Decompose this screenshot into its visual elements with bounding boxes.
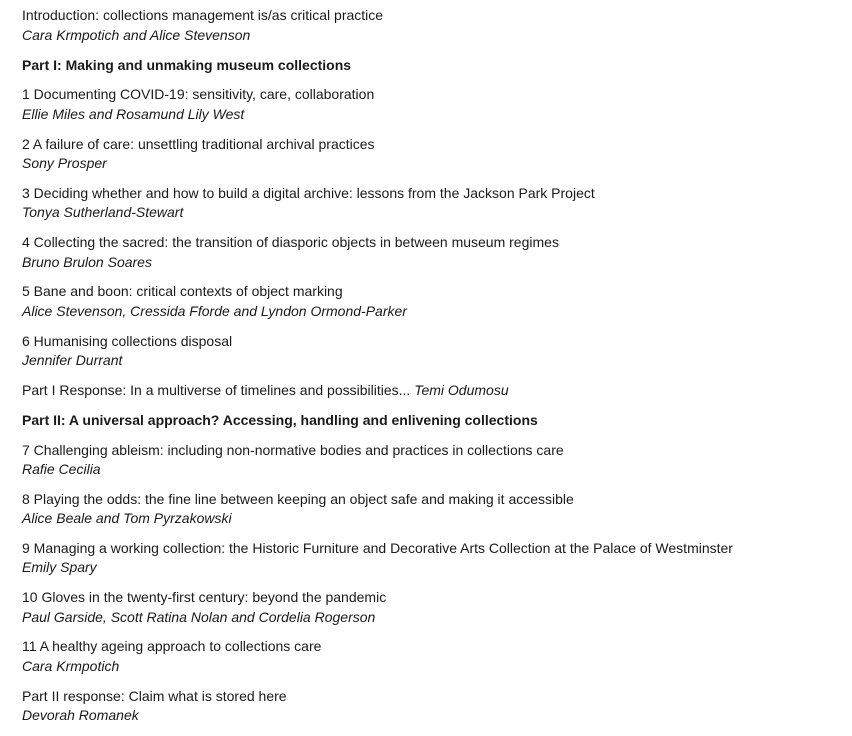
toc-entry-chapter-11 — [22, 637, 321, 676]
toc-entry-part1-response — [22, 381, 509, 401]
part-title: Part I: Making and unmaking museum collections — [22, 56, 352, 73]
chapter-authors: Paul Garside, Scott Ratina Nolan and Cordelia Rogerson — [22, 608, 376, 625]
chapter-authors: Alice Beale and Tom Pyrzakowski — [22, 510, 232, 526]
response-title: Part I Response: In a multiverse of timelines and possibilities... — [22, 381, 411, 398]
chapter-authors: Ellie Miles and Rosamund Lily West — [22, 105, 245, 122]
chapter-authors: Tonya Sutherland-Stewart — [22, 204, 184, 220]
response-line — [22, 381, 509, 401]
chapter-title: 4 Collecting the sacred: the transition of diasporic objects in between museum regimes — [22, 234, 559, 250]
chapter-title: 2 A failure of care: unsettling traditional archival practices — [22, 135, 375, 152]
toc-entry-chapter-7 — [22, 441, 564, 480]
toc-entry-chapter-4 — [22, 233, 559, 272]
chapter-authors: Cara Krmpotich — [22, 657, 120, 674]
toc-entry-chapter-3 — [22, 184, 595, 223]
chapter-title: 6 Humanising collections disposal — [22, 332, 233, 349]
toc-entry-chapter-5 — [22, 282, 407, 321]
chapter-title: 1 Documenting COVID-19: sensitivity, care, collaboration — [22, 86, 375, 102]
toc-entry-chapter-9 — [22, 539, 733, 578]
chapter-title: Part II response: Claim what is stored here — [22, 687, 287, 704]
chapter-title: 9 Managing a working collection: the Historic Furniture and Decorative Arts Collection at the Palace of Westminster — [22, 539, 733, 556]
chapter-title: 8 Playing the odds: the fine line between keeping an object safe and making it accessible — [22, 490, 574, 507]
chapter-title: Introduction: collections management is/as critical practice — [22, 7, 384, 23]
chapter-authors: Rafie Cecilia — [22, 461, 101, 477]
part-heading-2 — [22, 411, 538, 431]
chapter-title: 5 Bane and boon: critical contexts of object marking — [22, 283, 343, 299]
toc-entry-chapter-1 — [22, 85, 374, 124]
toc-entry-chapter-8 — [22, 490, 574, 529]
chapter-authors: Sony Prosper — [22, 155, 107, 171]
toc-entry-chapter-2 — [22, 135, 375, 174]
toc-entry-chapter-10 — [22, 588, 386, 627]
response-author: Temi Odumosu — [414, 381, 509, 398]
chapter-authors: Alice Stevenson, Cressida Fforde and Lyndon Ormond-Parker — [22, 302, 407, 319]
chapter-authors: Emily Spary — [22, 559, 97, 575]
chapter-authors: Bruno Brulon Soares — [22, 253, 152, 270]
toc-entry-part2-response — [22, 687, 287, 726]
toc-entry-introduction — [22, 6, 383, 45]
part-title: Part II: A universal approach? Accessing, handling and enlivening collections — [22, 412, 538, 428]
chapter-authors: Devorah Romanek — [22, 707, 139, 723]
part-heading-1 — [22, 56, 351, 76]
chapter-authors: Cara Krmpotich and Alice Stevenson — [22, 26, 251, 43]
chapter-title: 10 Gloves in the twenty-first century: beyond the pandemic — [22, 589, 387, 605]
chapter-title: 11 A healthy ageing approach to collections care — [22, 638, 322, 654]
chapter-title: 7 Challenging ableism: including non-normative bodies and practices in collections care — [22, 441, 564, 458]
chapter-authors: Jennifer Durrant — [22, 352, 123, 368]
chapter-title: 3 Deciding whether and how to build a digital archive: lessons from the Jackson Park Project — [22, 184, 595, 201]
toc-entry-chapter-6 — [22, 332, 232, 371]
